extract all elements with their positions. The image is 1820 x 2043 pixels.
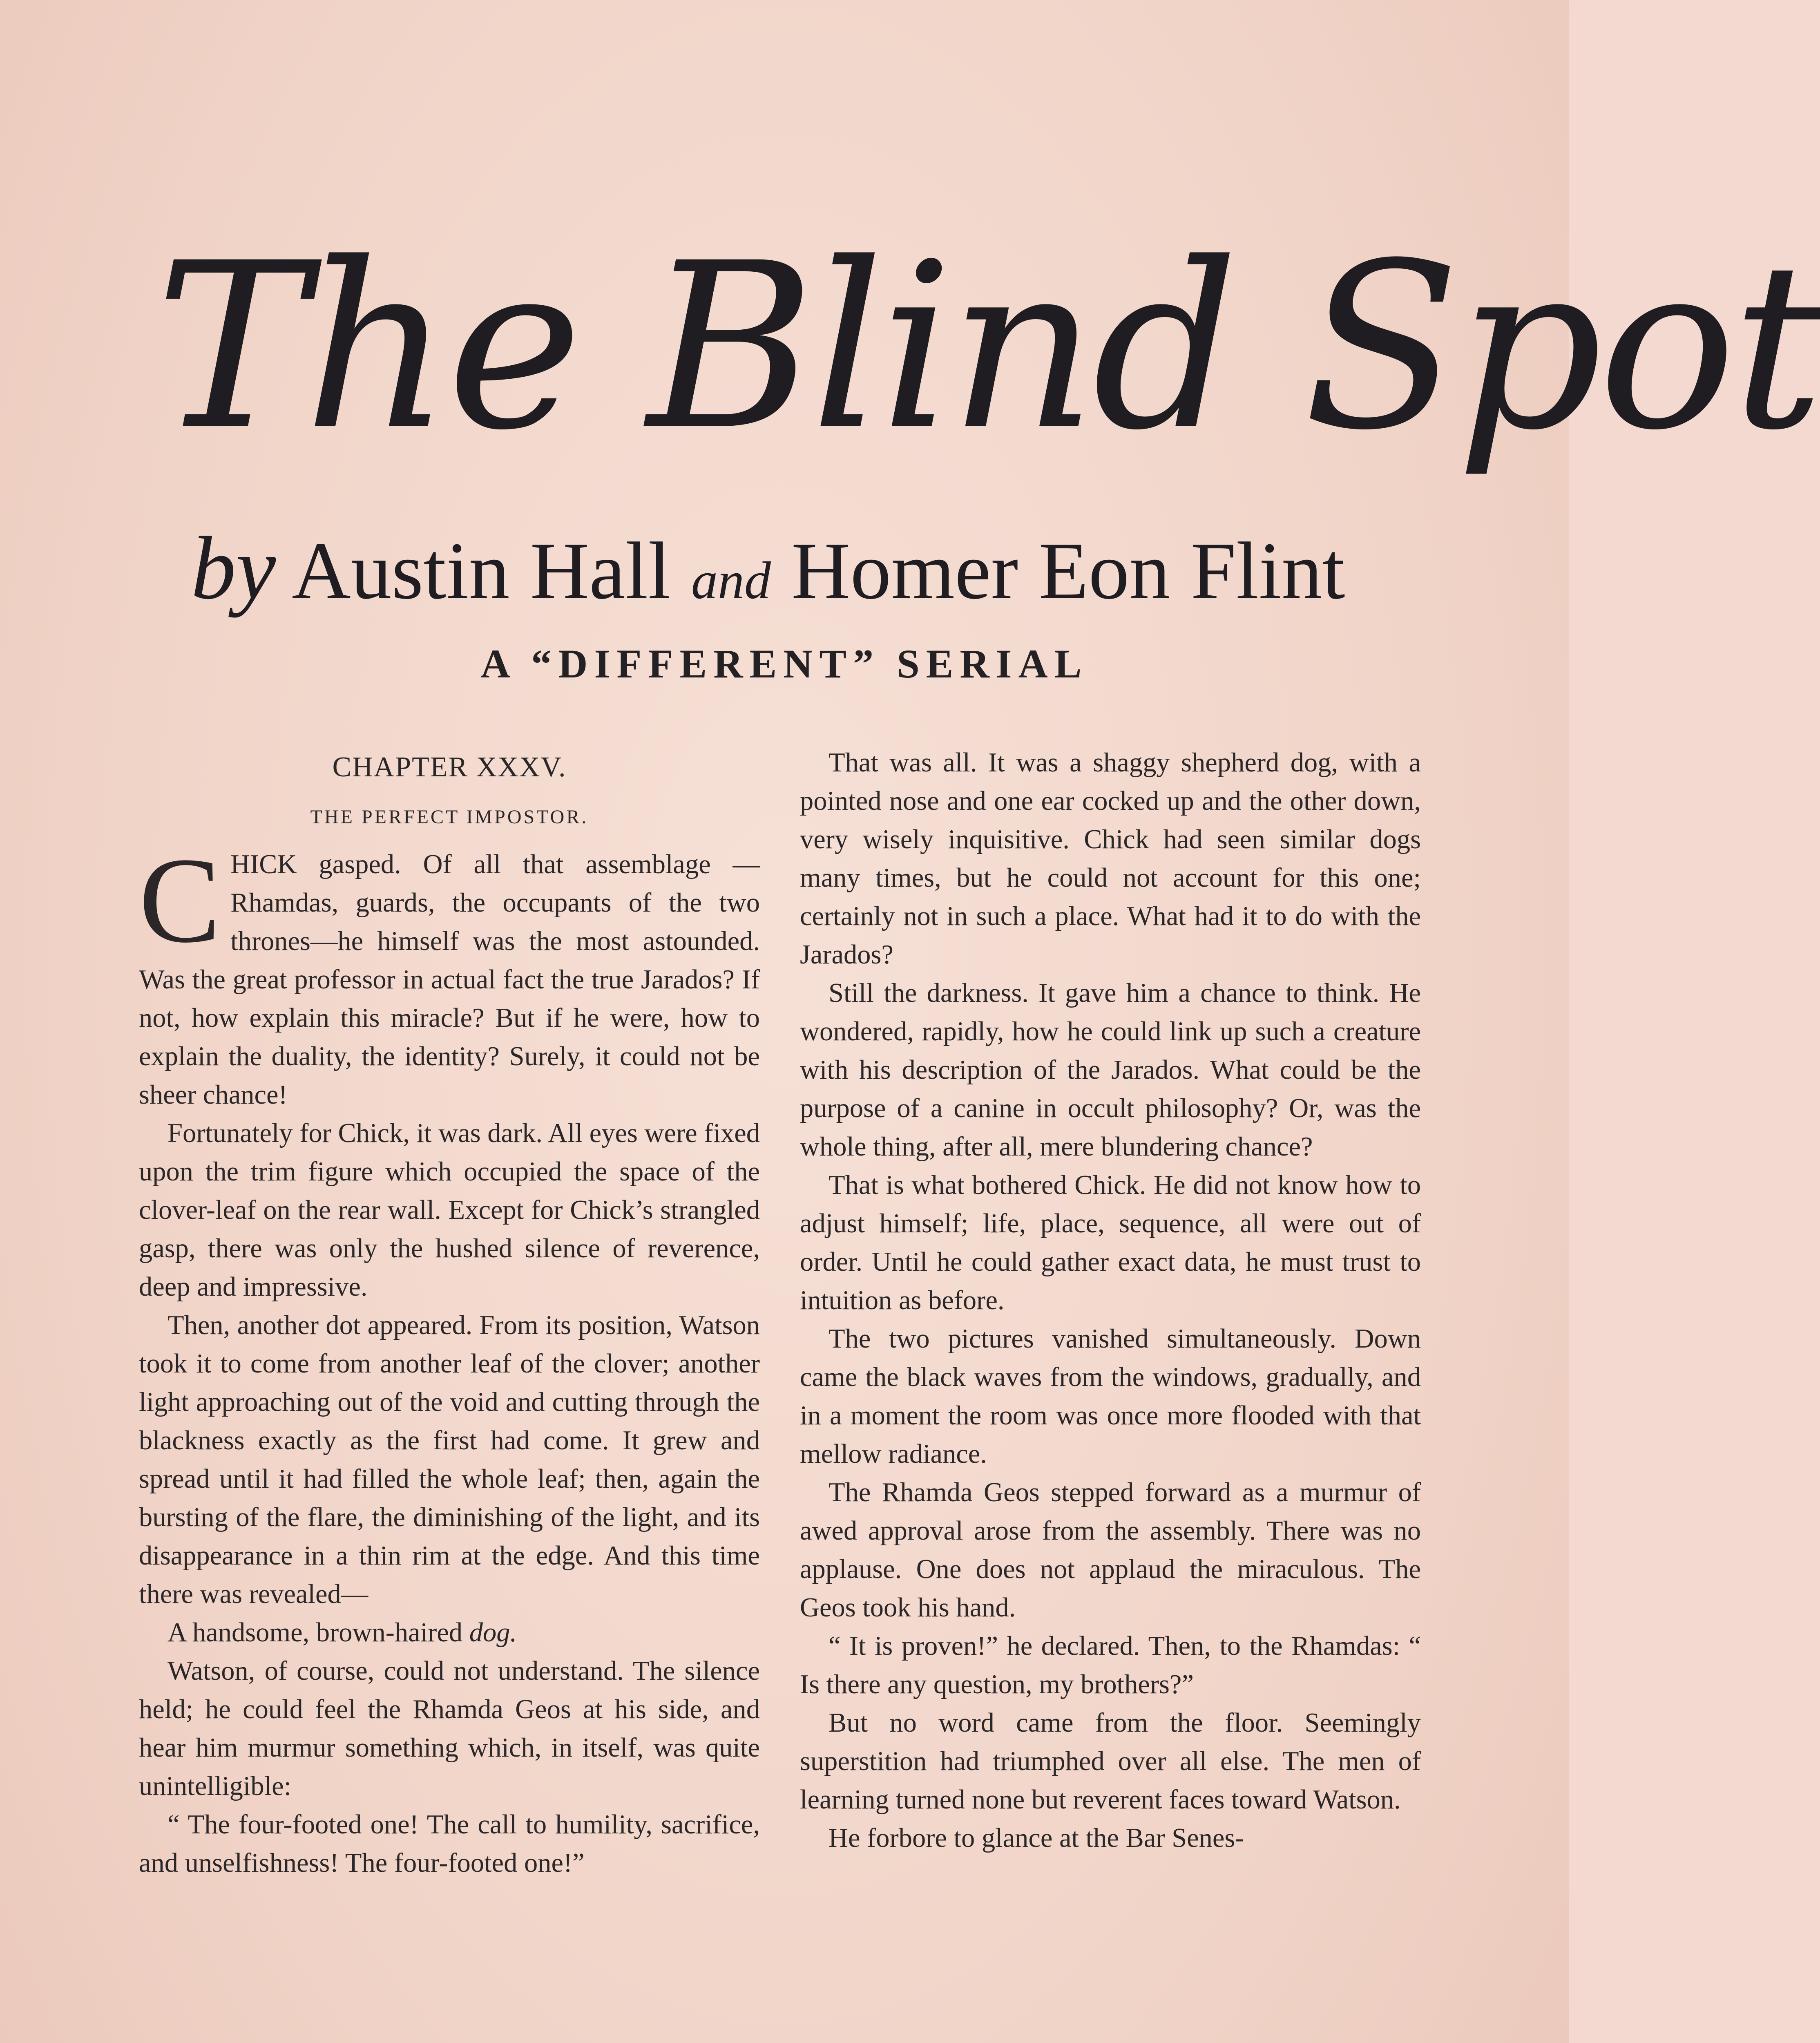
paragraph: He forbore to glance at the Bar Senes- [828,1823,1244,1853]
paragraph: “ It is proven!” he declared. Then, to the Rhamdas: “ Is there any question, my brothers?” [800,1631,1421,1699]
left-column [139,744,760,2043]
dog-word: dog. [469,1618,517,1647]
paragraph: “ The four-footed one! The call to humility, sacrifice, and unselfishness! The four-footed one!” [139,1810,760,1878]
paragraph: Fortunately for Chick, it was dark. All eyes were fixed upon the trim figure which occupied the space of the clover-leaf on the rear wall. Except for Chick’s strangled gasp, there was only the hushed silence of reverence, deep and impressive. [139,1118,760,1302]
paragraph: Then, another dot appeared. From its position, Watson took it to come from another leaf of the clover; another light approaching out of the void and cutting through the blackness exactly as the first had come. It grew and spread until it had filled the whole leaf; then, again the bursting of the flare, the diminishing of the light, and its disappearance in a thin rim at the edge. And this time there was revealed— [139,1310,760,1609]
paragraph-text: HICK gasped. Of all that assemblage —Rhamdas, guards, the occupants of the two thrones—he himself was the most astounded. Was the great professor in actual fact the true Jarados? If not, how explain this miracle? But if he were, how to explain the duality, the identity? Surely, it could not be sheer chance! [139,849,760,1110]
paragraph [139,832,760,1114]
paragraph-text: A handsome, brown-haired [167,1618,463,1647]
byline-author-2: Homer Eon Flint [791,526,1345,616]
story-title: The Blind Spot [155,214,1820,481]
drop-cap: C [139,832,221,968]
paragraph [139,1614,760,1652]
paragraph: But no word came from the floor. Seemingly superstition had triumphed over all else. The men of learning turned none but reverent faces toward Watson. [800,1708,1421,1815]
paragraph: The Rhamda Geos stepped forward as a murmur of awed approval arose from the assembly. There was no applause. One does not applaud the miraculous. The Geos took his hand. [800,1477,1421,1623]
right-column [800,744,1421,2043]
chapter-subheading: THE PERFECT IMPOSTOR. [310,806,589,828]
chapter-heading: CHAPTER XXXV. [332,751,567,783]
paragraph: The two pictures vanished simultaneously. Down came the black waves from the windows, gradually, and in a moment the room was once more flooded with that mellow radiance. [800,1324,1421,1469]
serial-subtitle: A “DIFFERENT” SERIAL [480,641,1088,686]
byline-author-1: Austin Hall [292,526,671,616]
byline-and: and [691,551,771,610]
byline [155,507,1381,629]
paragraph: That is what bothered Chick. He did not know how to adjust himself; life, place, sequence, all were out of order. Until he could gather exact data, he must trust to intuition as before. [800,1170,1421,1315]
paragraph: That was all. It was a shaggy shepherd dog, with a pointed nose and one ear cocked up and the other down, very wisely inquisitive. Chick had seen similar dogs many times, but he could not account for this one; certainly not in such a place. What had it to do with the Jarados? [800,748,1421,970]
byline-by: by [191,518,276,618]
paragraph: Still the darkness. It gave him a chance to think. He wondered, rapidly, how he could link up such a creature with his description of the Jarados. What could be the purpose of a canine in occult philosophy? Or, was the whole thing, after all, mere blundering chance? [800,978,1421,1162]
paragraph: Watson, of course, could not understand. The silence held; he could feel the Rhamda Geos at his side, and hear him murmur something which, in itself, was quite unintelligible: [139,1656,760,1801]
